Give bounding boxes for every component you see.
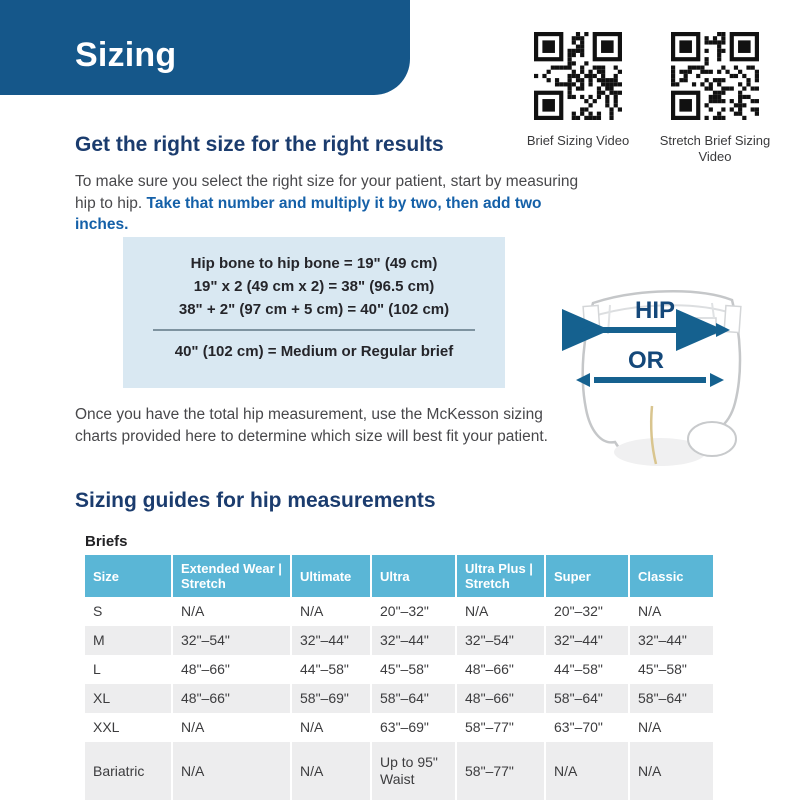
calc-result-size-medium: Medium: [280, 343, 338, 360]
table-cell: N/A: [290, 713, 370, 742]
calc-result-prefix: 40" (102 cm) =: [174, 343, 281, 360]
table-cell: 58"–69": [290, 684, 370, 713]
column-header: Size: [85, 555, 171, 597]
table-cell: XXL: [85, 713, 171, 742]
table-cell: 63"–70": [544, 713, 628, 742]
table-cell: N/A: [171, 713, 290, 742]
qr-code-stretch-brief-sizing: [671, 32, 759, 120]
table-cell: 32"–54": [455, 626, 544, 655]
table-cell: 20"–32": [370, 597, 455, 626]
table-cell: N/A: [290, 597, 370, 626]
table-cell: 44"–58": [290, 655, 370, 684]
sizing-table: [85, 555, 713, 800]
table-header-row: [85, 555, 713, 597]
intro-heading: Get the right size for the right results: [75, 133, 444, 156]
table-cell: 48"–66": [455, 655, 544, 684]
instructions-paragraph: Once you have the total hip measurement, use the McKesson sizing charts provided here to determine which size will best fit your patient.: [75, 406, 548, 445]
table-row: [85, 713, 713, 742]
table-cell: Up to 95" Waist: [370, 742, 455, 800]
table-cell: 32"–44": [628, 626, 713, 655]
table-cell: 45"–58": [370, 655, 455, 684]
calc-line-2: 19" x 2 (49 cm x 2) = 38" (96.5 cm): [193, 278, 435, 295]
calc-result-or: or: [337, 343, 361, 360]
table-cell: 58"–64": [370, 684, 455, 713]
table-body: [85, 597, 713, 800]
table-cell: 58"–64": [544, 684, 628, 713]
column-header: Super: [544, 555, 628, 597]
calc-result-size-regular: Regular: [360, 343, 417, 360]
table-cell: 58"–77": [455, 742, 544, 800]
column-header: Extended Wear | Stretch: [171, 555, 290, 597]
table-cell: M: [85, 626, 171, 655]
calc-result-suffix: brief: [416, 343, 454, 360]
qr-label-stretch-brief-sizing: Stretch Brief Sizing Video: [659, 133, 771, 164]
table-cell: N/A: [171, 742, 290, 800]
table-cell: 48"–66": [455, 684, 544, 713]
table-cell: N/A: [171, 597, 290, 626]
column-header: Classic: [628, 555, 713, 597]
table-cell: N/A: [290, 742, 370, 800]
table-cell: 58"–77": [455, 713, 544, 742]
table-cell: 63"–69": [370, 713, 455, 742]
or-label: OR: [628, 347, 664, 374]
table-row: [85, 684, 713, 713]
qr-code-brief-sizing: [534, 32, 622, 120]
intro-paragraph-bold: Take that number and multiply it by two, then add two inches.: [75, 194, 542, 233]
table-section-heading: Sizing guides for hip measurements: [75, 489, 436, 512]
table-cell: N/A: [544, 742, 628, 800]
calc-divider: [153, 329, 475, 331]
intro-paragraph: [75, 171, 583, 236]
table-cell: N/A: [628, 597, 713, 626]
calc-line-1: Hip bone to hip bone = 19" (49 cm): [190, 255, 438, 272]
calculation-box: [123, 237, 505, 388]
table-cell: N/A: [628, 713, 713, 742]
column-header: Ultimate: [290, 555, 370, 597]
qr-label-brief-sizing: Brief Sizing Video: [526, 133, 630, 148]
table-row: [85, 655, 713, 684]
page-title: Sizing: [75, 36, 177, 74]
calc-result-line: [123, 340, 505, 363]
calc-line-3: 38" + 2" (97 cm + 5 cm) = 40" (102 cm): [178, 301, 450, 318]
table-cell: 58"–64": [628, 684, 713, 713]
table-cell: 32"–44": [290, 626, 370, 655]
table-cell: N/A: [455, 597, 544, 626]
column-header: Ultra: [370, 555, 455, 597]
table-cell: 48"–66": [171, 684, 290, 713]
table-cell: 20"–32": [544, 597, 628, 626]
hip-label: HIP: [634, 297, 676, 324]
table-row: [85, 597, 713, 626]
table-cell: 32"–44": [370, 626, 455, 655]
table-cell: XL: [85, 684, 171, 713]
table-cell: 32"–54": [171, 626, 290, 655]
table-cell: L: [85, 655, 171, 684]
page-header: [0, 0, 410, 95]
table-cell: 44"–58": [544, 655, 628, 684]
table-cell: Bariatric: [85, 742, 171, 800]
intro-paragraph-normal: To make sure you select the right size for your patient, start by measuring hip to hip.: [75, 173, 579, 212]
table-cell: N/A: [628, 742, 713, 800]
table-subheading: Briefs: [85, 533, 128, 550]
table-row: [85, 742, 713, 800]
table-row: [85, 626, 713, 655]
brief-illustration: [560, 256, 800, 488]
table-cell: 48"–66": [171, 655, 290, 684]
table-cell: 45"–58": [628, 655, 713, 684]
table-cell: 32"–44": [544, 626, 628, 655]
column-header: Ultra Plus | Stretch: [455, 555, 544, 597]
table-cell: S: [85, 597, 171, 626]
brief-measurement-diagram: [560, 256, 800, 488]
